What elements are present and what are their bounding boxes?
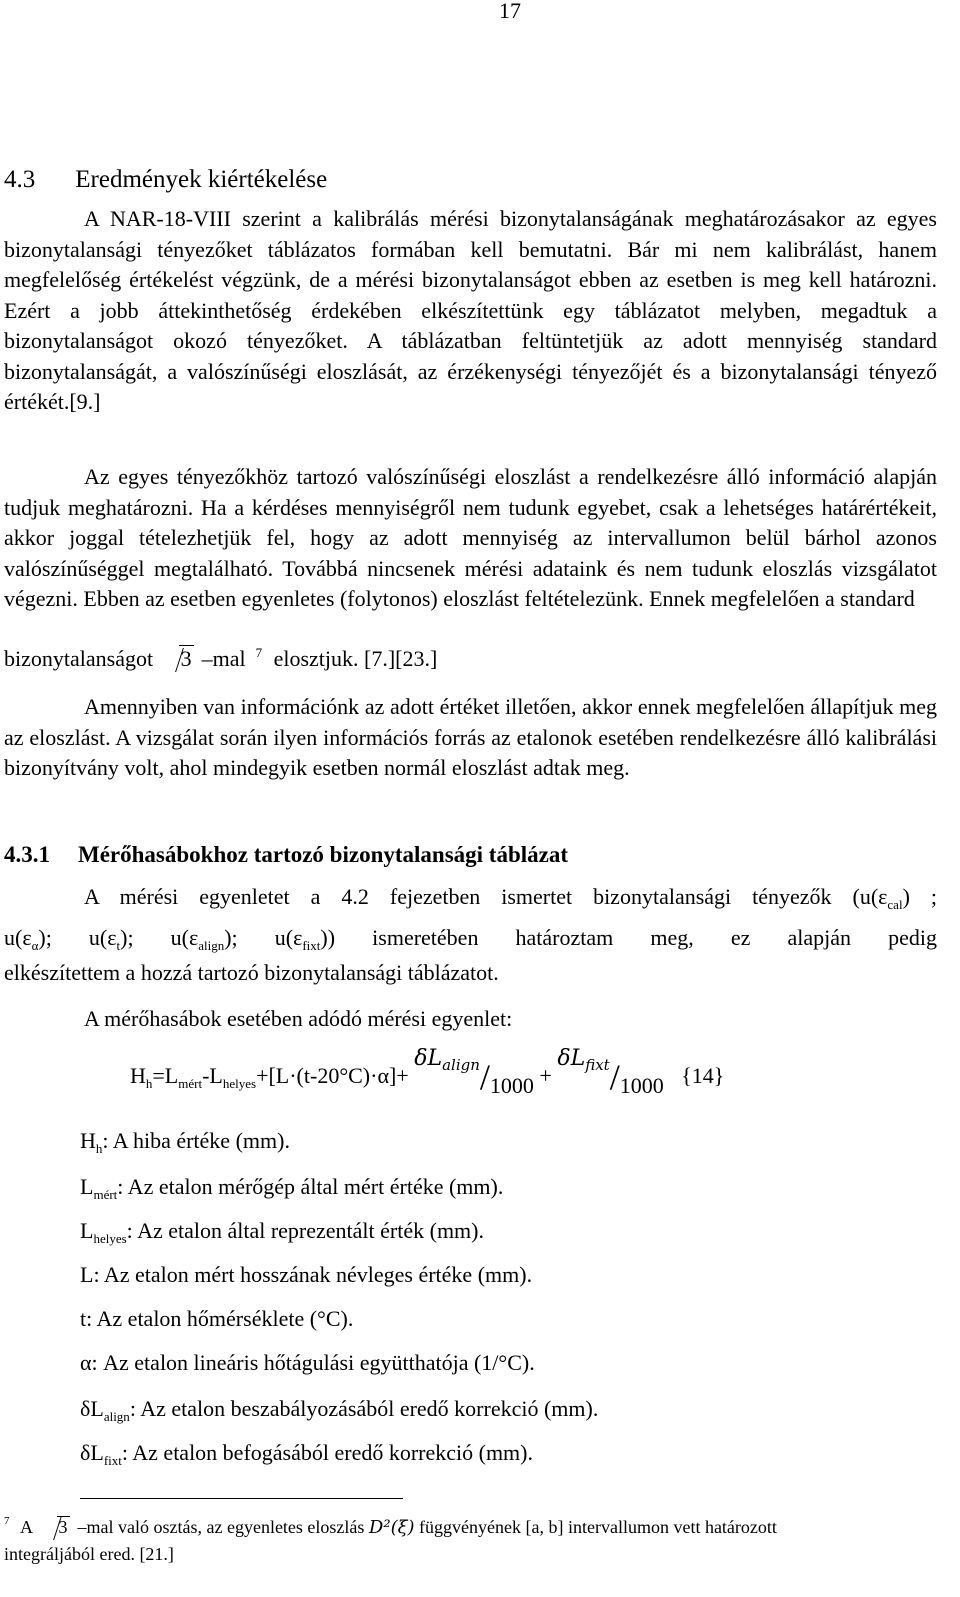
definition-item: L: Az etalon mért hosszának névleges értéke (mm). <box>80 1262 533 1287</box>
section-heading <box>4 166 327 194</box>
eq-dl-fixt-sub: fixt <box>585 1056 610 1074</box>
l2-d: ); u(ε <box>224 925 303 950</box>
footnote-sqrt-value: 3 <box>58 1517 68 1537</box>
section-number: 4.3 <box>4 166 36 193</box>
eq-H-sub: h <box>145 1076 153 1091</box>
eq-plus: + <box>539 1063 552 1088</box>
section-title: Eredmények kiértékelése <box>75 166 328 193</box>
subsection-heading <box>4 842 568 868</box>
eq-part-1: =L <box>152 1063 179 1088</box>
equation-intro: A mérőhasábok esetében adódó mérési egyenlet: <box>84 1006 513 1031</box>
paragraph-1 <box>4 204 937 418</box>
eq-den-2: 1000 <box>619 1073 664 1098</box>
page-number: 17 <box>499 0 521 23</box>
sub-align: align <box>198 938 225 953</box>
paragraph-3-text: Amennyiben van információnk az adott értéket illetően, akkor ennek megfelelően állapítjuk meg az eloszlást. A vizsgálat során ilyen információs forrás az etalonok esetében rendelkezésre álló kalibrálási bizonyítvány volt, ahol mindegyik esetben normál eloszlást adtak meg. <box>4 694 937 780</box>
l2-e: )) ismeretében határoztam meg, ez alapján pedig <box>320 925 937 950</box>
eq-part-3: +[L·(t-20°C)·α]+ <box>256 1063 409 1088</box>
l2-a: u(ε <box>4 925 32 950</box>
paragraph-1-text: A NAR-18-VIII szerint a kalibrálás mérési bizonytalanságának meghatározásakor az egyes bizonytalansági tényezőket táblázatos formában kell bemutatni. Bár mi nem kalibrálást, hanem megfelelőség értékelést végzünk, de a mérési bizonytalanságot ebben az esetben is meg kell határozni. Ezért a jobb áttekinthetőség érdekében elkészítettünk egy táblázatot melyben, megadtuk a bizonytalanságot okozó tényezőket. A táblázatban feltüntetjük az adott mennyiség standard bizonytalanságát, a valószínűségi eloszlását, az érzékenységi tényezőjét és a bizonytalansági tényező értékét.[9.] <box>4 206 937 414</box>
para2-pre: bizonytalanságot <box>4 646 154 671</box>
footnote-ref: 7 <box>255 645 263 660</box>
footnote-pre: A <box>20 1517 33 1537</box>
definition-item: $L_{helyes}$: Az etalon által reprezentált érték (mm). <box>80 1218 484 1246</box>
subsection-title: Mérőhasábokhoz tartozó bizonytalansági táblázat <box>78 842 569 867</box>
sub-cal: cal <box>887 897 903 912</box>
eq-slash-1: / <box>479 1057 490 1097</box>
subsection-line-1 <box>84 884 937 910</box>
l2-b: ); u(ε <box>38 925 117 950</box>
paragraph-2 <box>4 462 937 615</box>
footnote-post: függvényének [a, b] intervallumon vett határozott <box>419 1517 777 1537</box>
definition-item: $\delta L_{fixt}$: Az etalon befogásából eredő korrekció (mm). <box>80 1440 533 1468</box>
eq-Lhelyes-sub: helyes <box>222 1076 257 1091</box>
subsection-line-2 <box>4 925 937 951</box>
eq-den-1: 1000 <box>489 1073 534 1098</box>
footnote-mid: –mal való osztás, az egyenletes eloszlás <box>77 1517 365 1537</box>
definition-item: $H_h$: A hiba értéke (mm). <box>80 1128 290 1156</box>
eq-dl-align-sub: align <box>442 1056 480 1074</box>
line1-end: ) ; <box>902 884 937 909</box>
paragraph-3 <box>4 692 937 784</box>
footnote-func: D²(ξ) <box>368 1517 415 1538</box>
l2-c: ); u(ε <box>120 925 199 950</box>
definition-item: α: Az etalon lineáris hőtágulási együtthatója (1/°C). <box>80 1350 535 1375</box>
eq-dl-fixt: δL <box>557 1046 586 1071</box>
eq-slash-2: / <box>609 1057 620 1097</box>
paragraph-2-last-line: bizonytalanságot 3 –mal $^7$ elosztjuk. [7.][23.] <box>4 645 438 671</box>
para2-post: elosztjuk. [7.][23.] <box>273 646 438 671</box>
sub-alpha: α <box>31 938 39 953</box>
sqrt-symbol <box>163 646 194 672</box>
footnote-rule <box>80 1498 403 1499</box>
footnote-sqrt <box>41 1514 70 1540</box>
sub-fixt: fixt <box>302 938 321 953</box>
footnote <box>4 1514 937 1567</box>
definition-item: t: Az etalon hőmérséklete (°C). <box>80 1306 354 1331</box>
eq-number: {14} <box>681 1063 725 1088</box>
subsection-number: 4.3.1 <box>4 842 50 867</box>
eq-H: H <box>130 1063 146 1088</box>
footnote-line-2: integráljából ered. [21.] <box>4 1544 174 1564</box>
para2-mid: mal <box>212 646 246 671</box>
equation <box>130 1046 725 1098</box>
line1-text: A mérési egyenletet a 4.2 fejezetben ismertet bizonytalansági tényezők (u(ε <box>84 884 888 909</box>
definition-item: $\delta L_{align}$: Az etalon beszabályozásából eredő korrekció (mm). <box>80 1396 599 1424</box>
footnote-mark: 7 <box>4 1515 10 1527</box>
subsection-line-3: elkészítettem a hozzá tartozó bizonytalansági táblázatot. <box>4 960 499 985</box>
definition-item: $L_{mért}$: Az etalon mérőgép által mért értéke (mm). <box>80 1174 504 1202</box>
eq-part-2: -L <box>202 1063 223 1088</box>
eq-dl-align: δL <box>414 1046 443 1071</box>
eq-Lmert-sub: mért <box>178 1076 203 1091</box>
sub-t: t <box>116 938 121 953</box>
paragraph-2-text: Az egyes tényezőkhöz tartozó valószínűségi eloszlást a rendelkezésre álló információ alapján tudjuk meghatározni. Ha a kérdéses mennyiségről nem tudunk egyebet, csak a lehetséges határértékeit, akkor joggal tételezhetjük fel, hogy az adott mennyiség az intervallumon belül bárhol azonos valószínűséggel megtalálható. Továbbá nincsenek mérési adataink és nem tudunk eloszlás vizsgálatot végezni. Ebben az esetben egyenletes (folytonos) eloszlást feltételezünk. Ennek megfelelően a standard <box>4 464 937 611</box>
sqrt-value: 3 <box>180 646 192 671</box>
